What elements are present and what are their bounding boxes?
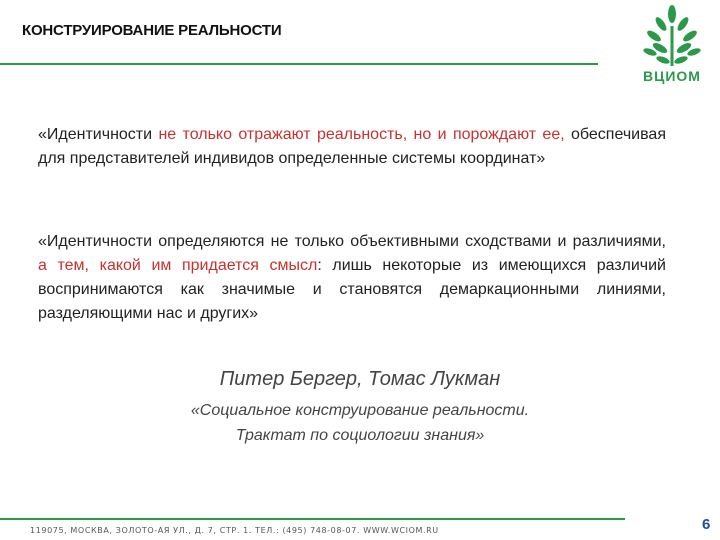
- footer-divider: [0, 518, 625, 520]
- quote-authors: Питер Бергер, Томас Лукман: [219, 368, 501, 390]
- quote-1-highlight: не только отражают реальность, но и порождают ее,: [158, 126, 565, 143]
- quote-2-text-start: «Идентичности определяются не только объективными сходствами и различиями,: [38, 233, 666, 250]
- quote-2: [38, 230, 666, 326]
- book-title: [0, 398, 720, 448]
- book-title-line-2: Трактат по социологии знания»: [235, 427, 485, 444]
- quote-1-text-end: обеспечивая для представителей индивидов определенные системы координат»: [38, 126, 666, 167]
- page-title: КОНСТРУИРОВАНИЕ РЕАЛЬНОСТИ: [22, 22, 282, 39]
- quote-1: [38, 123, 666, 171]
- quote-2-highlight: а тем, какой им придается смысл: [38, 257, 318, 274]
- footer-address: 119075, МОСКВА, ЗОЛОТО-АЯ УЛ., Д. 7, СТР. 1. ТЕЛ.: (495) 748-08-07. WWW.WCIOM.RU: [30, 526, 439, 535]
- book-title-line-1: «Социальное конструирование реальности.: [190, 402, 530, 419]
- header-divider: [0, 63, 598, 65]
- quote-1-text-start: «Идентичности: [38, 126, 159, 143]
- logo-text: ВЦИОМ: [643, 68, 701, 84]
- page-number: 6: [702, 516, 711, 533]
- quote-2-text-end: : лишь некоторые из имеющихся различий воспринимаются как значимые и становятся демаркационными линиями, разделяющими нас и других»: [38, 257, 666, 322]
